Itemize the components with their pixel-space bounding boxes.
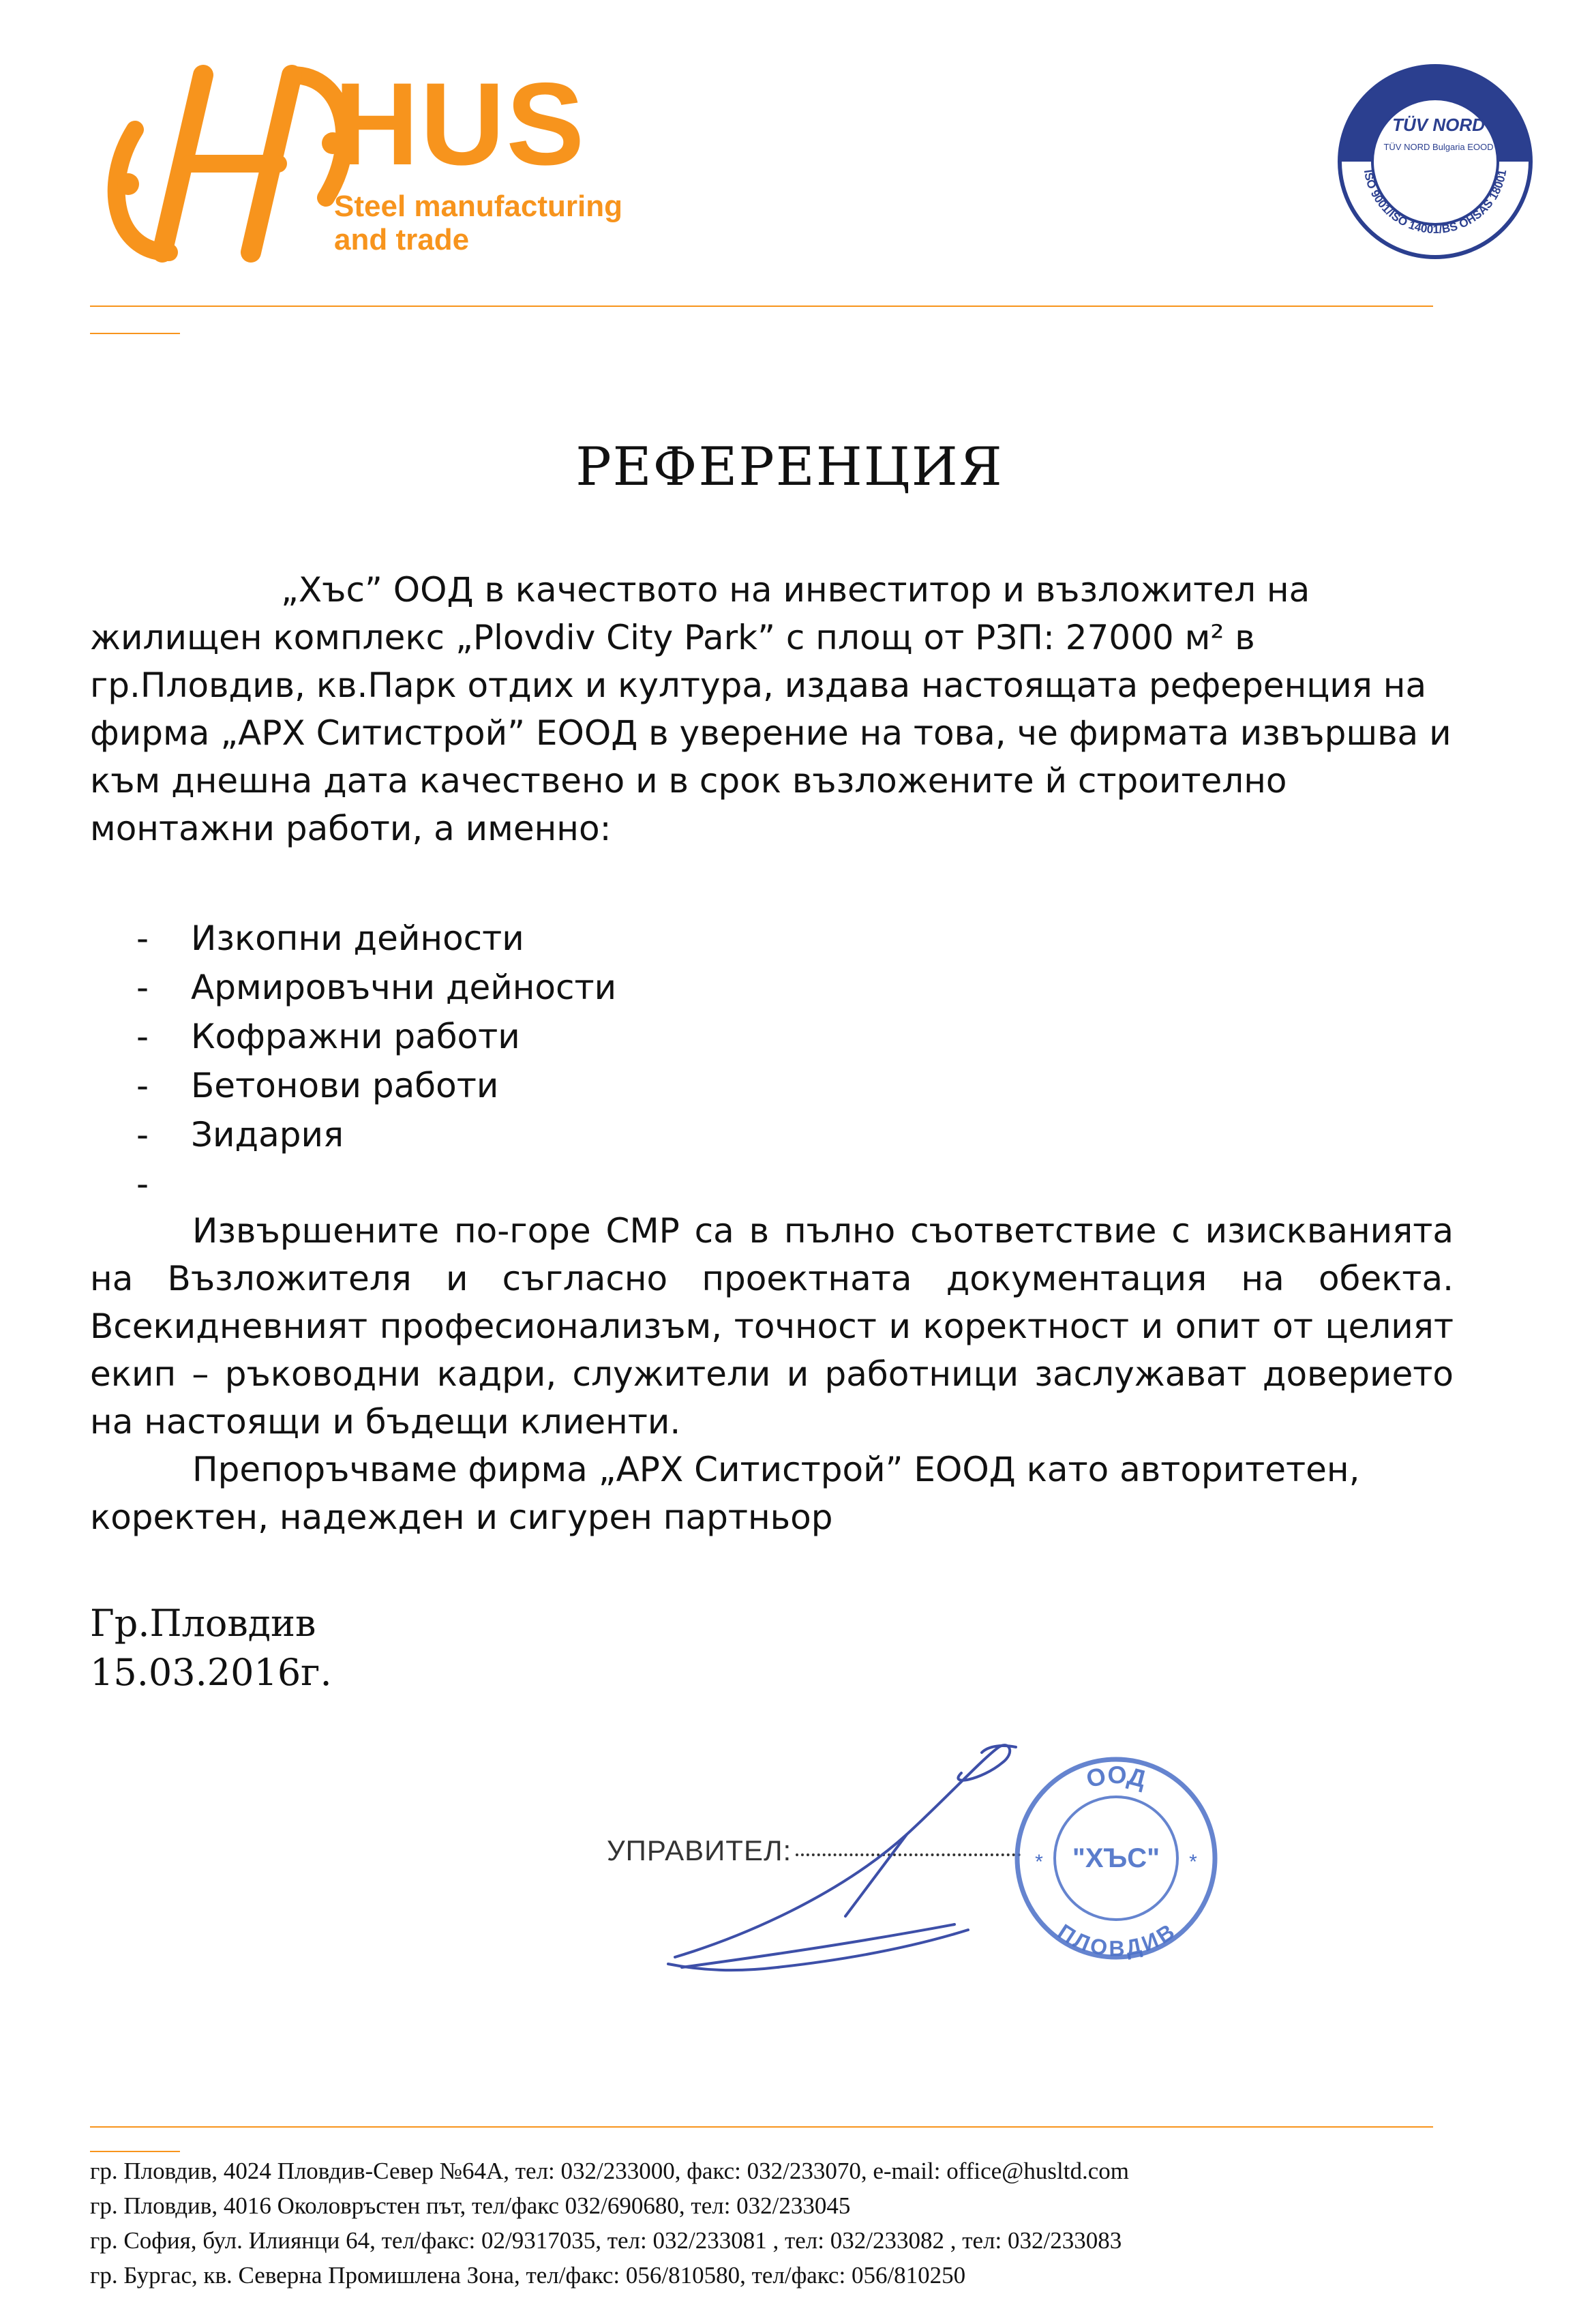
brand-tagline [334,190,622,257]
svg-text:*: * [1189,1851,1197,1873]
stamp-top-text: ООД [1083,1760,1149,1793]
works-list-item [136,1061,616,1110]
works-list-item [136,1159,616,1208]
tuv-certification-badge [1336,63,1534,260]
list-marker: - [136,1115,149,1154]
paragraph3-text: Препоръчваме фирма „АРХ Ситистрой” ЕООД като авторитетен, коректен, надежден и сигурен партньор [90,1450,1360,1537]
works-list-item [136,1110,616,1159]
paragraph2-text: Извършените по-горе СМР са в пълно съответствие с изискванията на Възложителя и съгласно проектната документация на обекта. Всекидневният професионализъм, точност и коректност и опит от целият екип – ръководни кадри, служители и работници заслужават доверието на настоящи и бъдещи клиенти. [90,1211,1454,1442]
footer-address-line: гр. София, бул. Илиянци 64, тел/факс: 02/9317035, тел: 032/233081 , тел: 032/233082 , тел: 032/233083 [90,2227,1122,2254]
svg-text:ПЛОВДИВ [1053,1919,1179,1961]
handwritten-signature [661,1732,1043,1991]
list-marker: - [136,968,149,1007]
stamp-bottom-text: ПЛОВДИВ [1053,1919,1179,1961]
header-divider [90,306,1433,307]
work-item-label: Изкопни дейности [191,919,524,958]
works-list-item [136,1012,616,1061]
brand [334,59,622,257]
tuv-standards: ISO 9001/ISO 14001/BS OHSAS 18001 [1361,168,1509,237]
brand-tagline-line2: and trade [334,223,470,257]
manager-label: УПРАВИТЕЛ: [607,1834,792,1866]
work-item-label: Бетонови работи [191,1066,499,1105]
place: Гр.Пловдив [90,1602,316,1645]
list-marker: - [136,1017,149,1056]
footer-address-line: гр. Пловдив, 4024 Пловдив-Север №64А, тел: 032/233000, факс: 032/233070, e-mail: office@husltd.com [90,2158,1129,2184]
work-item-label: Кофражни работи [191,1017,520,1056]
work-item-label: Армировъчни дейности [191,968,617,1007]
works-list-item [136,914,616,963]
document-title: РЕФЕРЕНЦИЯ [575,436,1004,498]
list-marker: - [136,1164,149,1204]
footer-divider [90,2126,1433,2128]
work-item-label: Зидария [191,1115,344,1154]
brand-name: HUS [334,59,586,190]
stamp-center-text: "ХЪС" [1072,1843,1160,1873]
footer-address-line: гр. Пловдив, 4016 Околовръстен път, тел/факс 032/690680, тел: 032/233045 [90,2192,851,2219]
footer-addresses [90,2154,1129,2293]
works-list-item [136,963,616,1012]
brand-tagline-line1: Steel manufacturing [334,190,622,223]
tuv-title: TÜV NORD [1392,115,1485,135]
intro-paragraph [90,566,1454,852]
footer-divider-short [90,2151,180,2152]
compliance-text [90,1207,1454,1446]
tuv-issuer: TÜV NORD Bulgaria EOOD [1383,142,1494,152]
svg-text:ООД [1083,1761,1149,1793]
list-marker: - [136,919,149,958]
svg-text:*: * [1035,1851,1043,1873]
footer-address-line: гр. Бургас, кв. Северна Промишлена Зона, тел/факс: 056/810580, тел/факс: 056/810250 [90,2262,966,2289]
hus-logo-icon [87,48,374,280]
list-marker: - [136,1066,149,1105]
compliance-paragraph [90,1207,1454,1541]
intro-text: „Хъс” ООД в качеството на инвеститор и възложител на жилищен комплекс „Plovdiv City Park” с площ от РЗП: 27000 м² в гр.Пловдив, кв.Парк отдих и култура, издава настоящата референция на фирма „АРХ Ситистрой” ЕООД в уверение на това, че фирмата извършва и към днешна дата качествено и в срок възложените й строително монтажни работи, а именно: [90,570,1452,848]
works-list [136,914,616,1208]
date: 15.03.2016г. [90,1651,332,1694]
company-stamp [1010,1753,1222,1964]
place-date-block [90,1599,332,1697]
recommendation-text [90,1446,1454,1541]
header-divider-short [90,333,180,334]
